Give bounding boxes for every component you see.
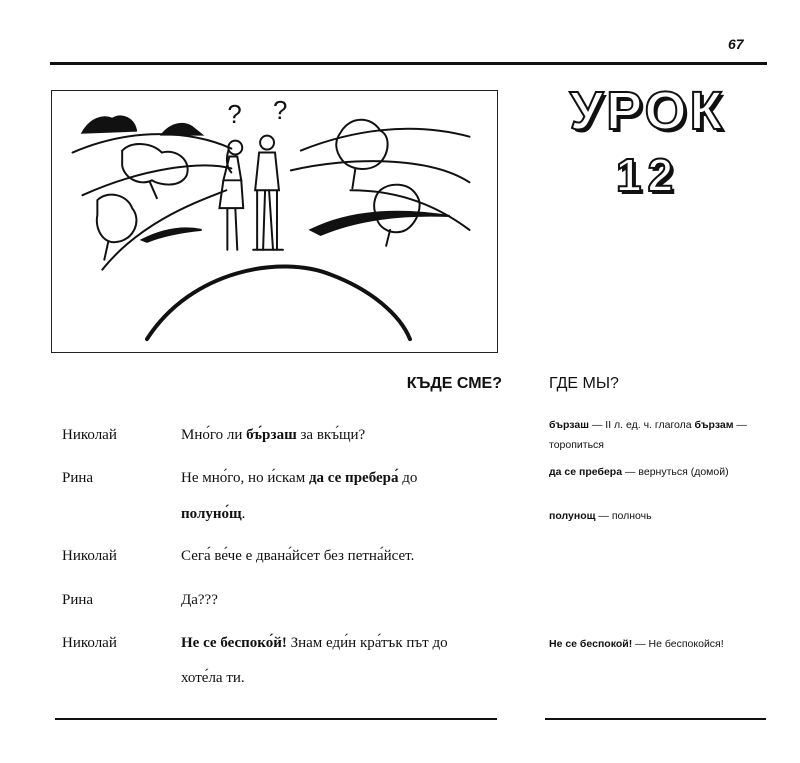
glossary-entry: да се пребера — вернуться (домой) <box>549 466 729 478</box>
bottom-rule-right <box>545 718 766 720</box>
question-mark-1: ? <box>227 100 242 129</box>
speaker-name: Рина <box>62 470 94 486</box>
lesson-title: УРОК <box>569 81 726 141</box>
speaker-name: Николай <box>62 635 117 651</box>
utterance: Да??? <box>181 592 218 608</box>
illustration-couple-at-crossroads <box>51 90 498 353</box>
bottom-rule-left <box>55 718 497 720</box>
dialogue-title: КЪДЕ СМЕ? <box>406 375 502 392</box>
speaker-name: Рина <box>62 592 94 608</box>
page-number: 67 <box>728 36 744 52</box>
crossroads-drawing <box>52 91 497 352</box>
speaker-name: Николай <box>62 548 117 564</box>
utterance-continuation: хоте́ла ти. <box>181 670 245 686</box>
utterance: Не се беспоко́й! Знам еди́н кра́тък път до <box>181 635 448 651</box>
speaker-name: Николай <box>62 427 117 443</box>
utterance: Не мно́го, но и́скам да се пребера́ до <box>181 470 418 486</box>
glossary-entry: бързаш — II л. ед. ч. глагола бързам — торопиться <box>549 419 747 451</box>
lesson-number: 12 <box>615 149 680 201</box>
glossary-entry: полунощ — полночь <box>549 510 652 522</box>
utterance: Мно́го ли бъ́рзаш за вкъ́щи? <box>181 427 366 443</box>
utterance: Сега́ ве́че е двана́йсет без петна́йсет. <box>181 548 415 564</box>
glossary-entry: Не се беспокой! — Не беспокойся! <box>549 638 724 650</box>
glossary-title: ГДЕ МЫ? <box>549 375 619 392</box>
top-rule <box>50 62 767 65</box>
utterance-continuation: полуно́щ. <box>181 506 246 522</box>
question-mark-2: ? <box>273 96 288 125</box>
